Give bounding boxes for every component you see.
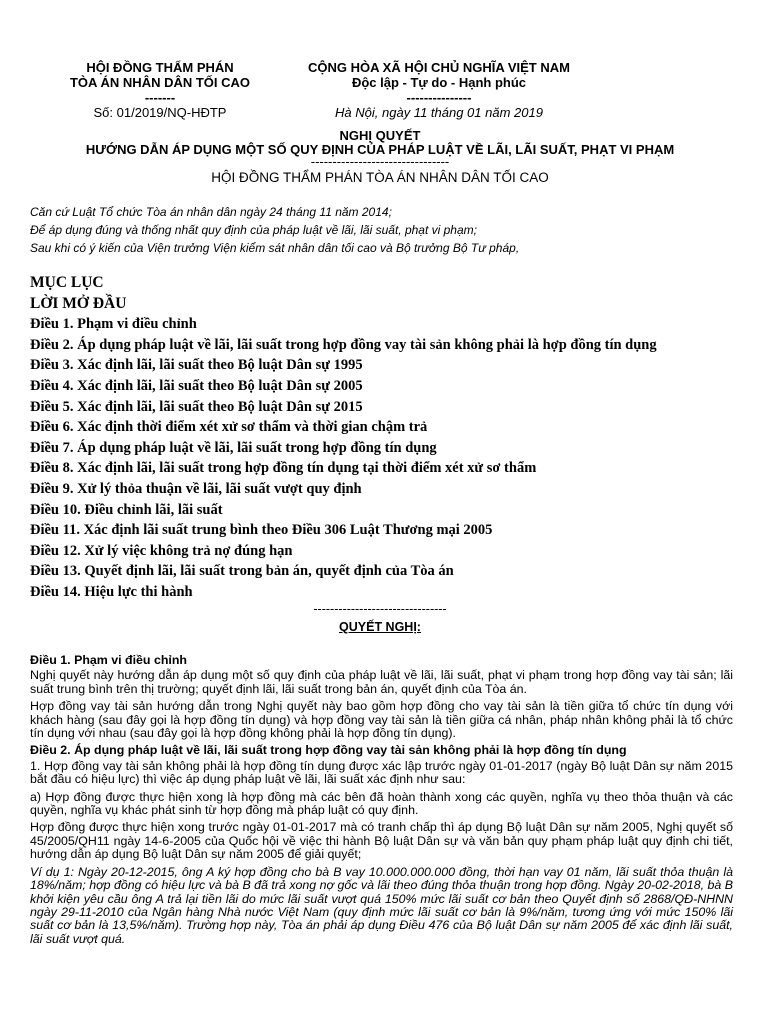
document-subject: HƯỚNG DẪN ÁP DỤNG MỘT SỐ QUY ĐỊNH CỦA PHÁP LUẬT VỀ LÃI, LÃI SUẤT, PHẠT VI PHẠM (85, 142, 675, 157)
issuer-separator: ------- (144, 90, 176, 105)
toc-item[interactable]: Điều 5. Xác định lãi, lãi suất theo Bộ luật Dân sự 2015 (30, 398, 363, 415)
toc-item[interactable]: Điều 14. Hiệu lực thi hành (30, 583, 193, 600)
toc-item[interactable]: Điều 13. Quyết định lãi, lãi suất trong bản án, quyết định của Tòa án (30, 563, 454, 580)
document-number: Số: 01/2019/NQ-HĐTP (93, 105, 227, 120)
issuing-council: HỘI ĐỒNG THẨM PHÁN TÒA ÁN NHÂN DÂN TỐI CAO (211, 170, 549, 185)
national-motto-1: CỘNG HÒA XÃ HỘI CHỦ NGHĨA VIỆT NAM (308, 60, 570, 75)
document-title (20, 129, 740, 186)
toc-item[interactable]: Điều 6. Xác định thời điểm xét xử sơ thẩm và thời gian chậm trả (30, 419, 428, 436)
article-example: Ví dụ 1: Ngày 20-12-2015, ông A ký hợp đồng cho bà B vay 10.000.000.000 đồng, thời hạn vay 01 năm, lãi suất thỏa thuận là 18%/năm; hợp đồng có hiệu lực và bà B đã trả xong nợ gốc và lãi theo đúng thỏa thuận trong hợp đồng. Ngày 20-02-2018, bà B khởi kiện yêu cầu ông A trả lại tiền lãi do mức lãi suất vượt quá 150% mức lãi suất cơ bản theo Quyết định số 2868/QĐ-NHNN ngày 29-11-2010 của Ngân hàng Nhà nước Việt Nam (quy định mức lãi suất cơ bản là 9%/năm, tương ứng với mức 150% lãi suất cơ bản là 13,5%/năm). Trường hợp này, Tòa án phải áp dụng Điều 476 của Bộ luật Dân sự năm 2005 để xác định lãi suất, lãi suất vượt quá. (30, 864, 733, 946)
national-separator: --------------- (406, 90, 472, 105)
national-header (300, 60, 578, 120)
article-paragraph: Hợp đồng vay tài sản hướng dẫn trong Nghị quyết này bao gồm hợp đồng cho vay tài sản là tiền giữa tổ chức tín dụng với khách hàng (sau đây gọi là hợp đồng tín dụng) và hợp đồng vay tài sản là tiền giữa cá nhân, pháp nhân không phải là tổ chức tín dụng với nhau (sau đây gọi là hợp đồng không phải là hợp đồng tín dụng). (30, 699, 733, 741)
toc-item[interactable]: LỜI MỞ ĐẦU (30, 294, 127, 312)
toc-item[interactable]: Điều 11. Xác định lãi suất trung bình theo Điều 306 Luật Thương mại 2005 (30, 522, 493, 539)
toc-item[interactable]: Điều 12. Xử lý việc không trả nợ đúng hạn (30, 542, 293, 559)
issuer-line-1: HỘI ĐỒNG THẨM PHÁN (86, 60, 234, 75)
resolution-heading-block (20, 602, 740, 634)
preamble-line: Sau khi có ý kiến của Viện trưởng Viện kiểm sát nhân dân tối cao và Bộ trưởng Bộ Tư pháp, (30, 241, 520, 255)
toc-item[interactable]: Điều 3. Xác định lãi, lãi suất theo Bộ luật Dân sự 1995 (30, 357, 363, 374)
resolution-heading: QUYẾT NGHỊ: (339, 620, 421, 634)
issuer-header (20, 60, 300, 120)
article-1-title: Điều 1. Phạm vi điều chỉnh (30, 653, 187, 667)
toc-heading: MỤC LỤC (30, 274, 104, 291)
document-type: NGHỊ QUYẾT (339, 128, 421, 143)
toc-item[interactable]: Điều 9. Xử lý thỏa thuận về lãi, lãi suất vượt quy định (30, 480, 362, 497)
toc-item[interactable]: Điều 8. Xác định lãi, lãi suất trong hợp đồng tín dụng tại thời điểm xét xử sơ thẩm (30, 460, 537, 477)
toc-item[interactable]: Điều 7. Áp dụng pháp luật về lãi, lãi suất trong hợp đồng tín dụng (30, 439, 437, 456)
issue-date: Hà Nội, ngày 11 tháng 01 năm 2019 (335, 105, 543, 120)
issuer-line-2: TÒA ÁN NHÂN DÂN TỐI CAO (69, 75, 251, 90)
resolution-separator: -------------------------------- (313, 602, 447, 616)
toc-item[interactable]: Điều 4. Xác định lãi, lãi suất theo Bộ luật Dân sự 2005 (30, 377, 363, 394)
national-motto-2: Độc lập - Tự do - Hạnh phúc (351, 75, 527, 90)
table-of-contents (30, 273, 750, 603)
toc-item[interactable]: Điều 10. Điều chỉnh lãi, lãi suất (30, 501, 223, 518)
toc-item[interactable]: Điều 1. Phạm vi điều chỉnh (30, 316, 197, 333)
article-paragraph: Hợp đồng được thực hiện xong trước ngày 01-01-2017 mà có tranh chấp thì áp dụng Bộ luật Dân sự năm 2005, Nghị quyết số 45/2005/QH11 ngày 14-6-2005 của Quốc hội về việc thi hành Bộ luật Dân sự và văn bản quy phạm pháp luật quy định chi tiết, hướng dẫn áp dụng Bộ luật Dân sự năm 2005 để giải quyết; (30, 820, 733, 862)
title-separator: -------------------------------- (310, 154, 450, 169)
preamble (30, 203, 740, 257)
article-2-title: Điều 2. Áp dụng pháp luật về lãi, lãi suất trong hợp đồng vay tài sản không phải là hợp đồng tín dụng (30, 743, 627, 758)
article-paragraph: a) Hợp đồng được thực hiện xong là hợp đồng mà các bên đã hoàn thành xong các quyền, nghĩa vụ theo thỏa thuận và các quyền, nghĩa vụ khác phát sinh từ hợp đồng mà pháp luật có quy định. (30, 789, 733, 818)
article-paragraph: Nghị quyết này hướng dẫn áp dụng một số quy định của pháp luật về lãi, lãi suất, phạt vi phạm trong hợp đồng vay tài sản; lãi suất trung bình trên thị trường; quyết định lãi, lãi suất trong bản án, quyết định của Tòa án. (30, 668, 733, 696)
document-body (30, 654, 733, 950)
article-paragraph: 1. Hợp đồng vay tài sản không phải là hợp đồng tín dụng được xác lập trước ngày 01-01-2017 (ngày Bộ luật Dân sự năm 2015 bắt đầu có hiệu lực) thì việc áp dụng pháp luật về lãi, lãi suất xác định như sau: (30, 758, 733, 787)
toc-item[interactable]: Điều 2. Áp dụng pháp luật về lãi, lãi suất trong hợp đồng vay tài sản không phải là hợp đồng tín dụng (30, 336, 657, 353)
preamble-line: Để áp dụng đúng và thống nhất quy định của pháp luật về lãi, lãi suất, phạt vi phạm; (30, 223, 477, 237)
preamble-line: Căn cứ Luật Tổ chức Tòa án nhân dân ngày 24 tháng 11 năm 2014; (30, 205, 392, 219)
